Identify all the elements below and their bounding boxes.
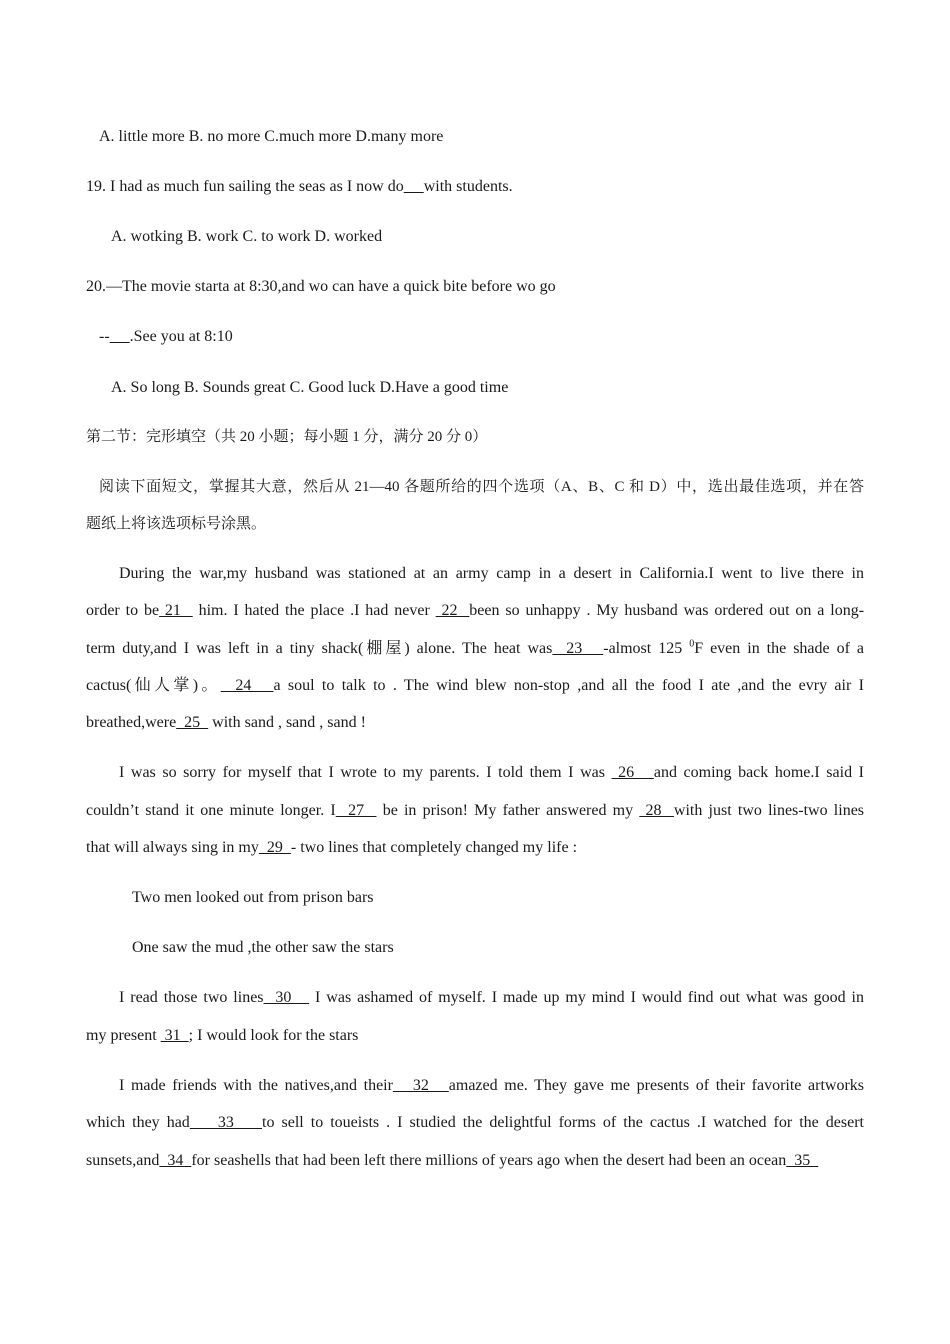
blank-24: 24	[220, 677, 274, 694]
q20-reply	[99, 327, 877, 347]
passage-p4-line2	[86, 1113, 864, 1133]
q20-options: A. So long B. Sounds great C. Good luck D.Have a good time	[111, 379, 509, 396]
p1-text: order to be	[86, 602, 160, 619]
blank-34: 34	[159, 1152, 192, 1169]
blank-28: 28	[639, 802, 674, 819]
p2-text: - two lines that completely changed my life :	[290, 839, 578, 856]
blank-32: 32	[392, 1077, 449, 1094]
passage-p2-line1	[119, 763, 864, 783]
passage-p3-line2	[86, 1026, 864, 1046]
blank-21: 21	[159, 602, 193, 619]
q20-blank	[110, 328, 130, 345]
degree-sup: 0	[689, 638, 695, 650]
passage-p3-line1	[119, 988, 864, 1008]
p1-text: ) alone. The heat was	[404, 640, 553, 657]
p2-text: I was so sorry for myself that I wrote to my parents. I told them I was	[119, 764, 612, 781]
q18-options: A. little more B. no more C.much more D.many more	[99, 128, 444, 145]
q20-reply-dash: --	[99, 328, 110, 345]
q19-stem-end: with students.	[423, 178, 513, 195]
section2-title: 第二节：完形填空（共 20 小题；每小题 1 分，满分 20 分 0）	[86, 429, 488, 445]
p2-text: that will always sing in my	[86, 839, 259, 856]
p2-text: and coming back home.I said I	[653, 764, 864, 781]
blank-31: 31	[160, 1027, 189, 1044]
blank-27: 27	[335, 802, 377, 819]
passage-p2-line3	[86, 838, 864, 858]
blank-30: 30	[263, 989, 310, 1006]
q19-stem-text: 19. I had as much fun sailing the seas as I now do	[86, 178, 404, 195]
p2-text: couldn’t stand it one minute longer. I	[86, 802, 336, 819]
p3-text: ; I would look for the stars	[188, 1027, 359, 1044]
passage-p1-line3	[86, 639, 864, 659]
blank-25: 25	[176, 714, 209, 731]
p1-text: cactus(	[86, 677, 132, 694]
p4-text: which they had	[86, 1114, 190, 1131]
blank-35: 35	[786, 1152, 819, 1169]
p2-text: with just two lines-two lines	[673, 802, 865, 819]
p1-text: F even in the shade of a	[694, 640, 865, 657]
q19-stem	[86, 177, 864, 197]
p2-text: be in prison! My father answered my	[376, 802, 640, 819]
p3-text: I was ashamed of myself. I made up my mind I would find out what was good in	[309, 989, 864, 1006]
q20-stem: 20.—The movie starta at 8:30,and wo can have a quick bite before wo go	[86, 278, 556, 295]
p1-chinese-gloss: 棚屋	[363, 640, 405, 657]
q19-blank	[404, 178, 424, 195]
blank-22: 22	[435, 602, 470, 619]
poem-line1: Two men looked out from prison bars	[132, 889, 374, 906]
p3-text: I read those two lines	[119, 989, 264, 1006]
passage-p1-line2	[86, 601, 864, 621]
p4-text: I made friends with the natives,and their	[119, 1077, 393, 1094]
p3-text: my present	[86, 1027, 161, 1044]
passage-p4-line1	[119, 1076, 864, 1096]
poem-line2: One saw the mud ,the other saw the stars	[132, 939, 394, 956]
section2-instruction-line2: 题纸上将该选项标号涂黑。	[86, 516, 267, 532]
passage-p1-line4	[86, 676, 864, 696]
blank-29: 29	[258, 839, 291, 856]
passage-p4-line3	[86, 1151, 864, 1171]
p1-text: breathed,were	[86, 714, 177, 731]
blank-23: 23	[552, 640, 604, 657]
p1-text: term duty,and I was left in a tiny shack(	[86, 640, 364, 657]
q20-reply-text: .See you at 8:10	[129, 328, 233, 345]
passage-p2-line2	[86, 801, 864, 821]
p4-text: for seashells that had been left there millions of years ago when the desert had been an ocean	[191, 1152, 787, 1169]
p1-text: with sand , sand , sand !	[208, 714, 366, 731]
p1-text: -almost 125	[603, 640, 690, 657]
blank-33: 33	[189, 1114, 263, 1131]
p4-text: to sell to toueists . I studied the delightful forms of the cactus .I watched for the desert	[262, 1114, 865, 1131]
p1-text: him. I hated the place .I had never	[198, 602, 436, 619]
p4-text: amazed me. They gave me presents of their favorite artworks	[448, 1077, 865, 1094]
passage-p1-line5	[86, 713, 864, 733]
p4-text: sunsets,and	[86, 1152, 160, 1169]
p1-text: been so unhappy . My husband was ordered out on a long-	[469, 602, 865, 619]
q19-options: A. wotking B. work C. to work D. worked	[111, 228, 383, 245]
section2-instruction-line1: 阅读下面短文，掌握其大意，然后从 21—40 各题所给的四个选项（A、B、C 和 D）中，选出最佳选项，并在答	[99, 479, 864, 495]
passage-p1-line1: During the war,my husband was stationed at an army camp in a desert in California.I went to live there in	[119, 565, 864, 582]
p1-chinese-gloss: 仙人掌	[131, 677, 193, 694]
blank-26: 26	[611, 764, 654, 781]
p1-text: )。	[192, 677, 221, 694]
p1-text: a soul to talk to . The wind blew non-stop ,and all the food I ate ,and the evry air I	[273, 677, 864, 694]
